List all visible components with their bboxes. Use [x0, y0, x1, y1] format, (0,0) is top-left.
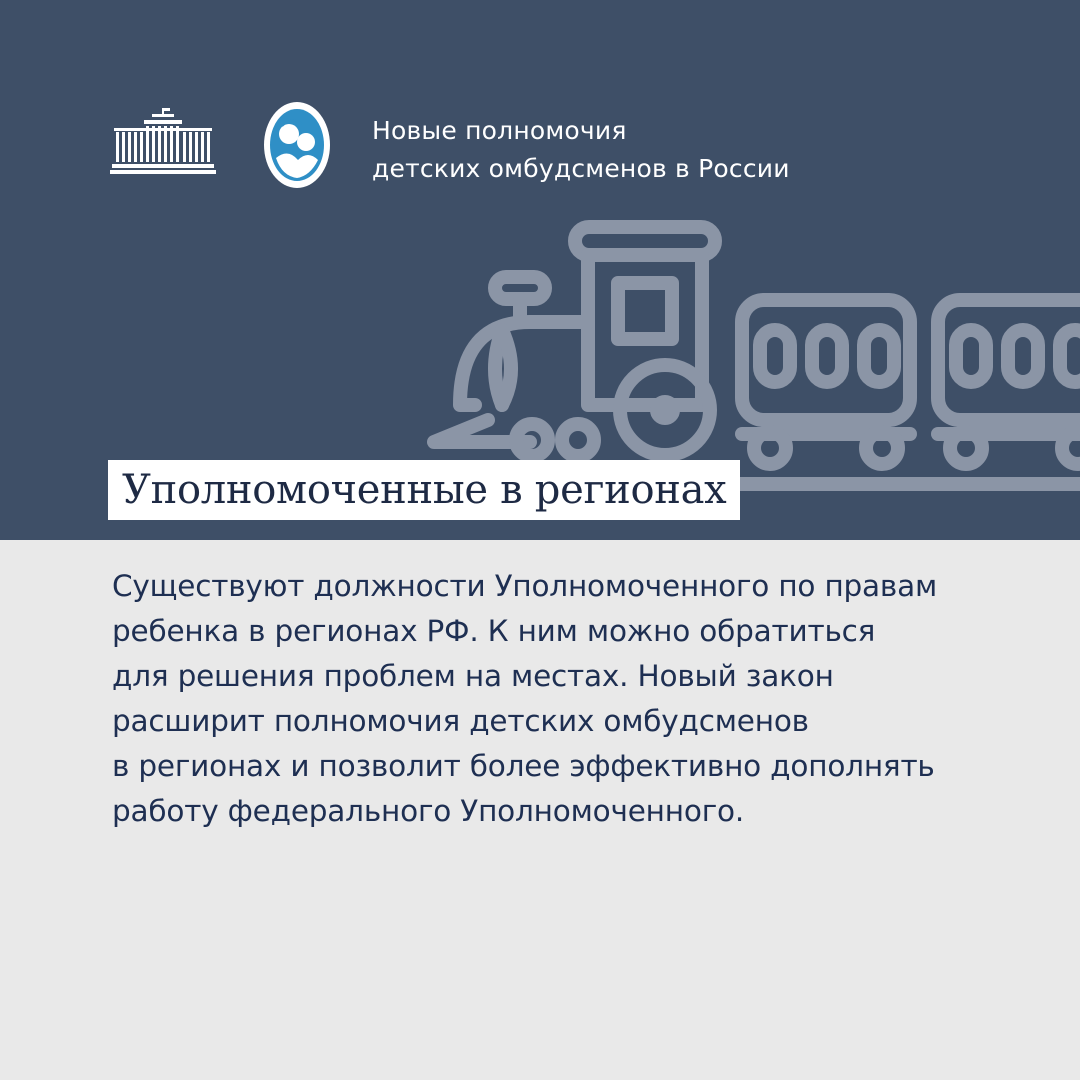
children-ombudsman-logo [262, 100, 332, 190]
header-caption [372, 112, 790, 188]
body-line: расширит полномочия детских омбудсменов [112, 704, 809, 738]
page-title: Уполномоченные в регионах [122, 467, 727, 513]
header-line: Новые полномочия [372, 116, 627, 145]
title-label [108, 460, 740, 520]
body-line: работу федерального Уполномоченного. [112, 794, 745, 828]
body-line: ребенка в регионах РФ. К ним можно обратиться [112, 614, 876, 648]
header-line: детских омбудсменов в России [372, 154, 790, 183]
body-line: Существуют должности Уполномоченного по правам [112, 569, 938, 603]
content-panel [0, 540, 1080, 1080]
body-paragraph [112, 564, 1012, 834]
body-line: в регионах и позволит более эффективно дополнять [112, 749, 935, 783]
body-line: для решения проблем на местах. Новый закон [112, 659, 834, 693]
government-building-logo [110, 108, 216, 174]
